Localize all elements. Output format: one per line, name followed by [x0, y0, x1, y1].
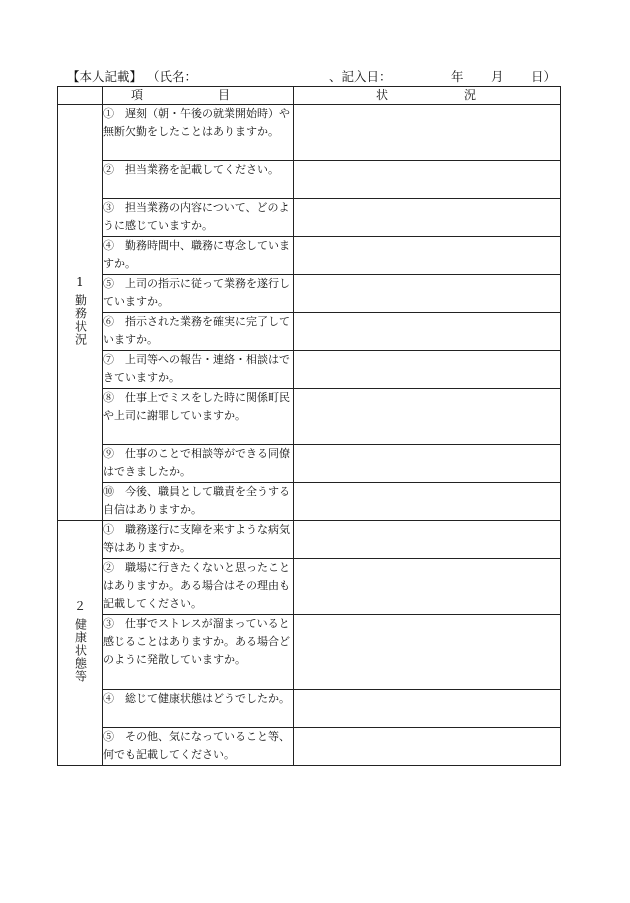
status-input-cell[interactable] — [294, 389, 561, 445]
item-cell — [103, 237, 294, 275]
status-input-cell[interactable] — [294, 313, 561, 351]
item-cell — [103, 445, 294, 483]
month-label: 月 — [491, 69, 504, 84]
item-text: その他、気になっていること等、何でも記載してください。 — [103, 730, 290, 761]
status-header-char: 状 — [376, 88, 389, 102]
item-cell — [103, 199, 294, 237]
item-number: ④ — [103, 239, 114, 252]
status-input-cell[interactable] — [294, 728, 561, 766]
category-label: 勤務状況 — [73, 294, 88, 346]
item-header-char: 項 — [131, 88, 144, 102]
item-number: ⑩ — [103, 485, 114, 498]
item-text: 職務遂行に支障を来すような病気等はありますか。 — [103, 523, 290, 554]
status-input-cell[interactable] — [294, 521, 561, 559]
item-cell — [103, 275, 294, 313]
item-cell — [103, 728, 294, 766]
item-text: 指示された業務を確実に完了していますか。 — [103, 315, 290, 346]
table-row — [58, 690, 561, 728]
form-title: 【本人記載】 — [67, 69, 143, 84]
table-row — [58, 728, 561, 766]
status-input-cell[interactable] — [294, 351, 561, 389]
item-number: ④ — [103, 692, 114, 705]
item-number: ⑥ — [103, 315, 114, 328]
table-row — [58, 351, 561, 389]
table-row — [58, 615, 561, 690]
item-text: 仕事上でミスをした時に関係町民や上司に謝罪していますか。 — [103, 391, 290, 422]
day-label: 日） — [531, 69, 557, 84]
item-text: 上司等への報告・連絡・相談はできていますか。 — [103, 353, 290, 384]
item-column-header — [103, 87, 294, 105]
item-number: ⑤ — [103, 730, 114, 743]
item-number: ① — [103, 523, 114, 536]
item-cell — [103, 105, 294, 161]
status-input-cell[interactable] — [294, 199, 561, 237]
category-number: 1 — [76, 275, 84, 289]
status-header-char: 況 — [464, 88, 477, 102]
date-label: 、記入日： — [329, 69, 392, 84]
table-row — [58, 389, 561, 445]
table-row — [58, 105, 561, 161]
item-cell — [103, 351, 294, 389]
status-input-cell[interactable] — [294, 483, 561, 521]
year-label: 年 — [451, 69, 464, 84]
form-header — [67, 67, 567, 85]
item-cell — [103, 521, 294, 559]
item-cell — [103, 615, 294, 690]
item-cell — [103, 389, 294, 445]
category-cell — [58, 105, 103, 521]
item-number: ⑦ — [103, 353, 114, 366]
item-text: 今後、職員として職責を全うする自信はありますか。 — [103, 485, 290, 516]
item-cell — [103, 559, 294, 615]
table-row — [58, 275, 561, 313]
status-input-cell[interactable] — [294, 275, 561, 313]
item-text: 遅刻（朝・午後の就業開始時）や無断欠勤をしたことはありますか。 — [103, 107, 290, 138]
item-text: 担当業務の内容について、どのように感じていますか。 — [103, 201, 290, 232]
table-row — [58, 559, 561, 615]
item-cell — [103, 313, 294, 351]
table-header-row — [58, 87, 561, 105]
status-input-cell[interactable] — [294, 559, 561, 615]
item-number: ⑤ — [103, 277, 114, 290]
status-column-header — [294, 87, 561, 105]
item-text: 仕事のことで相談等ができる同僚はできましたか。 — [103, 447, 290, 478]
category-cell — [58, 521, 103, 766]
table-row — [58, 237, 561, 275]
name-label: （氏名： — [147, 69, 198, 84]
table-row — [58, 313, 561, 351]
item-number: ⑧ — [103, 391, 114, 404]
item-text: 職場に行きたくないと思ったことはありますか。ある場合はその理由も記載してください。 — [103, 561, 290, 610]
item-number: ① — [103, 107, 114, 120]
table-row — [58, 521, 561, 559]
item-number: ⑨ — [103, 447, 114, 460]
item-text: 上司の指示に従って業務を遂行していますか。 — [103, 277, 290, 308]
header-blank-cell — [58, 87, 103, 105]
item-number: ② — [103, 163, 114, 176]
item-cell — [103, 483, 294, 521]
table-row — [58, 199, 561, 237]
item-text: 勤務時間中、職務に専念していますか。 — [103, 239, 290, 270]
item-number: ③ — [103, 201, 114, 214]
item-cell — [103, 161, 294, 199]
status-input-cell[interactable] — [294, 615, 561, 690]
item-text: 担当業務を記載してください。 — [125, 163, 279, 176]
item-number: ③ — [103, 617, 114, 630]
status-input-cell[interactable] — [294, 445, 561, 483]
status-input-cell[interactable] — [294, 237, 561, 275]
item-header-char: 目 — [218, 88, 231, 102]
item-text: 仕事でストレスが溜まっていると感じることはありますか。ある場合どのように発散していますか。 — [103, 617, 290, 666]
status-input-cell[interactable] — [294, 105, 561, 161]
status-input-cell[interactable] — [294, 161, 561, 199]
item-text: 総じて健康状態はどうでしたか。 — [125, 692, 290, 705]
item-cell — [103, 690, 294, 728]
table-row — [58, 483, 561, 521]
self-report-table — [57, 86, 561, 766]
item-number: ② — [103, 561, 114, 574]
table-row — [58, 161, 561, 199]
status-input-cell[interactable] — [294, 690, 561, 728]
table-row — [58, 445, 561, 483]
category-label: 健康状態等 — [73, 618, 88, 683]
category-number: ２ — [73, 599, 86, 613]
